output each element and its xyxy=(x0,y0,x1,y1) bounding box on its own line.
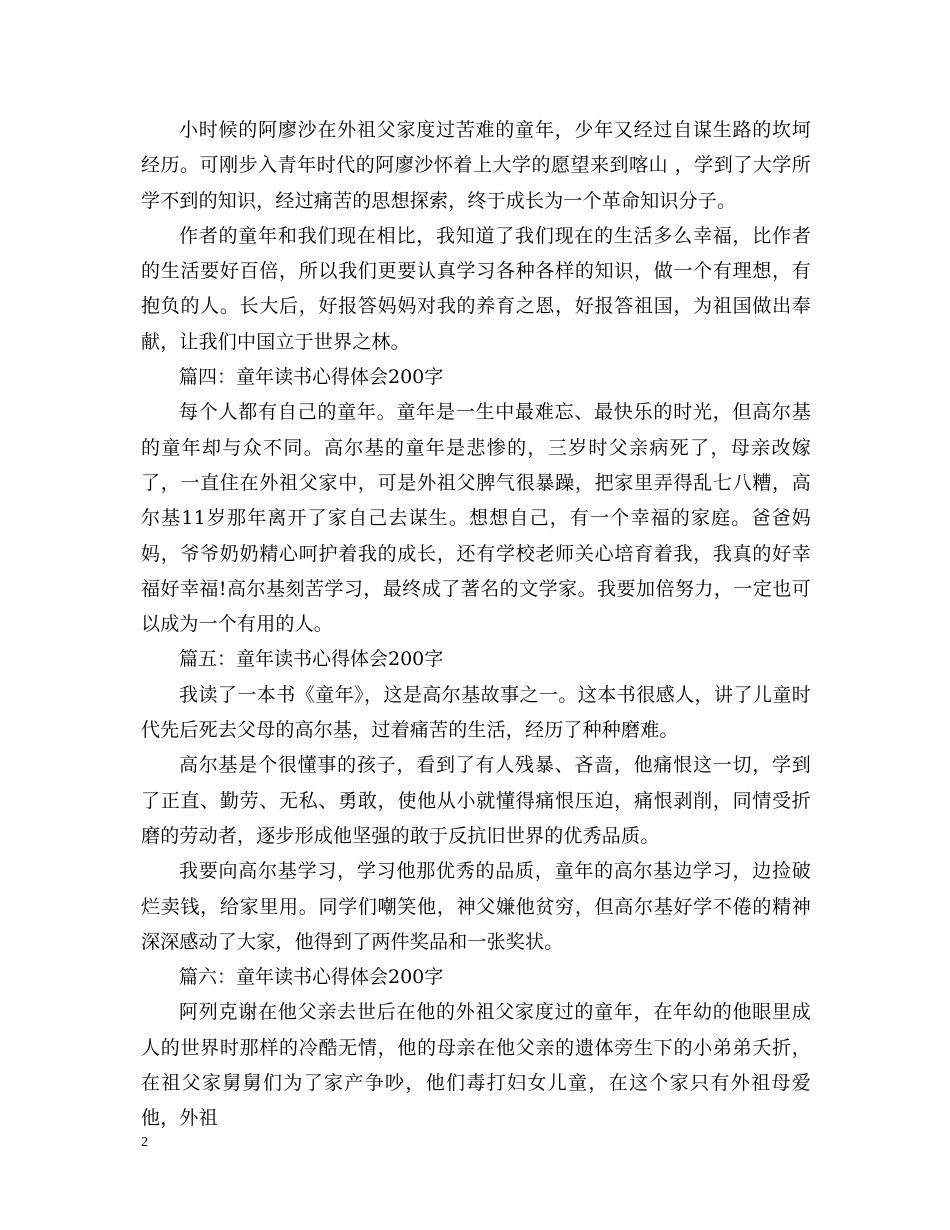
paragraph: 小时候的阿廖沙在外祖父家度过苦难的童年，少年又经过自谋生路的坎坷经历。可刚步入青年时代的阿廖沙怀着上大学的愿望来到喀山 ，学到了大学所学不到的知识，经过痛苦的思想探索，终于成长为一个革命知识分子。 xyxy=(141,119,811,212)
page-number: 2 xyxy=(141,1135,148,1150)
section-heading: 篇五：童年读书心得体会200字 xyxy=(179,648,444,671)
paragraph: 作者的童年和我们现在相比，我知道了我们现在的生活多么幸福，比作者的生活要好百倍，所以我们更要认真学习各种各样的知识，做一个有理想，有抱负的人。长大后，好报答妈妈对我的养育之恩，好报答祖国，为祖国做出奉献，让我们中国立于世界之林。 xyxy=(141,224,811,353)
paragraph: 高尔基是个很懂事的孩子，看到了有人残暴、吝啬，他痛恨这一切，学到了正直、勤劳、无私、勇敢，使他从小就懂得痛恨压迫，痛恨剥削，同情受折磨的劳动者，逐步形成他坚强的敢于反抗旧世界的优秀品质。 xyxy=(141,754,811,847)
section-heading: 篇六：童年读书心得体会200字 xyxy=(179,966,444,989)
paragraph: 我要向高尔基学习，学习他那优秀的品质，童年的高尔基边学习，边捡破烂卖钱，给家里用。同学们嘲笑他，神父嫌他贫穷，但高尔基好学不倦的精神深深感动了大家，他得到了两件奖品和一张奖状。 xyxy=(141,860,811,953)
paragraph: 阿列克谢在他父亲去世后在他的外祖父家度过的童年，在年幼的他眼里成人的世界时那样的冷酷无情，他的母亲在他父亲的遗体旁生下的小弟弟夭折，在祖父家舅舅们为了家产争吵，他们毒打妇女儿童，在这个家只有外祖母爱他，外祖 xyxy=(141,1001,811,1130)
paragraph: 每个人都有自己的童年。童年是一生中最难忘、最快乐的时光，但高尔基的童年却与众不同。高尔基的童年是悲惨的，三岁时父亲病死了，母亲改嫁了，一直住在外祖父家中，可是外祖父脾气很暴躁，把家里弄得乱七八糟，高尔基11岁那年离开了家自己去谋生。想想自己，有一个幸福的家庭。爸爸妈妈，爷爷奶奶精心呵护着我的成长，还有学校老师关心培育着我，我真的好幸福好幸福!高尔基刻苦学习，最终成了著名的文学家。我要加倍努力，一定也可以成为一个有用的人。 xyxy=(141,401,811,636)
document-body xyxy=(141,113,811,1137)
section-heading: 篇四：童年读书心得体会200字 xyxy=(179,366,444,389)
paragraph: 我读了一本书《童年》，这是高尔基故事之一。这本书很感人，讲了儿童时代先后死去父母的高尔基，过着痛苦的生活，经历了种种磨难。 xyxy=(141,683,811,742)
